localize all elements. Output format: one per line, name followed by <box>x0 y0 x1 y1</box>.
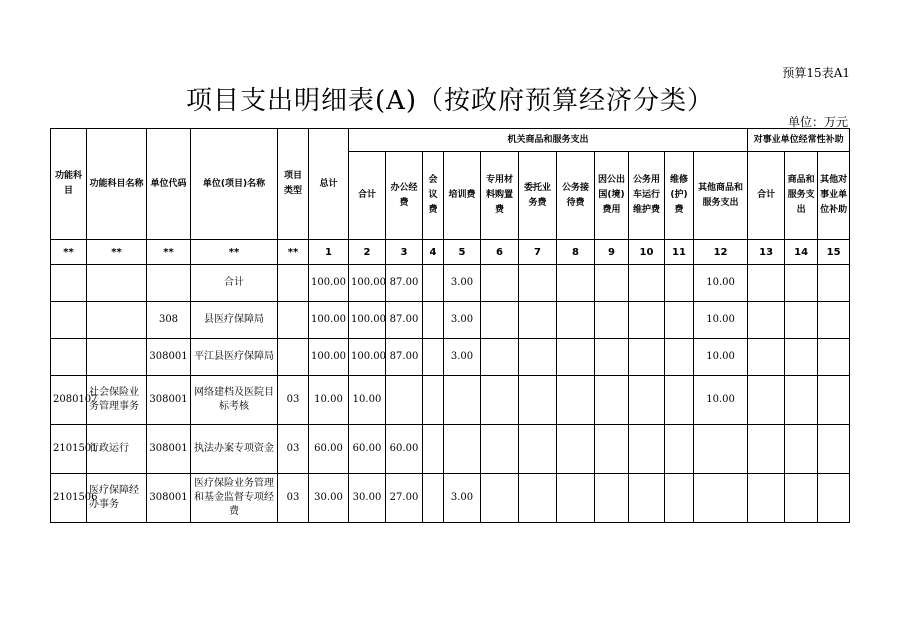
index-cell: ** <box>147 240 191 265</box>
overseas-travel-cell <box>595 265 629 302</box>
other-subsidy-cell <box>818 265 850 302</box>
grand-total-cell: 100.00 <box>309 302 349 339</box>
unit-code-cell <box>147 265 191 302</box>
official-reception-cell <box>557 425 595 474</box>
project-type-cell: 03 <box>278 474 309 523</box>
subtotal-cell: 100.00 <box>349 339 386 376</box>
overseas-travel-cell <box>595 376 629 425</box>
index-cell: 14 <box>785 240 818 265</box>
other-goods-services-cell: 10.00 <box>694 376 748 425</box>
repair-fee-cell <box>665 302 694 339</box>
special-materials-cell <box>481 302 519 339</box>
repair-fee-cell <box>665 474 694 523</box>
overseas-travel-cell <box>595 302 629 339</box>
training-fee-cell: 3.00 <box>444 474 481 523</box>
official-reception-cell <box>557 474 595 523</box>
index-cell: 13 <box>748 240 785 265</box>
unit-project-name-cell: 合计 <box>191 265 278 302</box>
index-cell: 7 <box>519 240 557 265</box>
training-fee-cell: 3.00 <box>444 302 481 339</box>
subtotal-cell: 60.00 <box>349 425 386 474</box>
vehicle-maintenance-cell <box>629 474 665 523</box>
group-header-public-institution-subsidy: 对事业单位经常性补助 <box>748 129 850 152</box>
grand-total-cell: 10.00 <box>309 376 349 425</box>
subsidy-goods-services-cell <box>785 265 818 302</box>
vehicle-maintenance-cell <box>629 302 665 339</box>
commissioned-services-cell <box>519 474 557 523</box>
subtotal-cell: 10.00 <box>349 376 386 425</box>
unit-label: 单位：万元 <box>787 115 848 129</box>
index-cell: 10 <box>629 240 665 265</box>
repair-fee-cell <box>665 339 694 376</box>
col-header-special-materials: 专用材料购置费 <box>481 152 519 240</box>
subsidy-goods-services-cell <box>785 339 818 376</box>
table-row <box>51 265 850 302</box>
project-type-cell <box>278 265 309 302</box>
unit-project-name-cell: 医疗保险业务管理和基金监督专项经费 <box>191 474 278 523</box>
table-row <box>51 425 850 474</box>
unit-project-name-cell: 县医疗保障局 <box>191 302 278 339</box>
function-code-cell: 2080107 <box>51 376 87 425</box>
office-expense-cell: 87.00 <box>386 339 423 376</box>
unit-code-cell: 308001 <box>147 474 191 523</box>
training-fee-cell: 3.00 <box>444 265 481 302</box>
subsidy-goods-services-cell <box>785 376 818 425</box>
project-type-cell <box>278 302 309 339</box>
special-materials-cell <box>481 474 519 523</box>
index-cell: 3 <box>386 240 423 265</box>
col-header-official-reception: 公务接待费 <box>557 152 595 240</box>
project-type-cell <box>278 339 309 376</box>
office-expense-cell: 27.00 <box>386 474 423 523</box>
other-goods-services-cell: 10.00 <box>694 265 748 302</box>
commissioned-services-cell <box>519 302 557 339</box>
meeting-fee-cell <box>423 425 444 474</box>
index-cell: 8 <box>557 240 595 265</box>
index-cell: 2 <box>349 240 386 265</box>
overseas-travel-cell <box>595 339 629 376</box>
col-header-subtotal: 合计 <box>349 152 386 240</box>
col-header-training-fee: 培训费 <box>444 152 481 240</box>
official-reception-cell <box>557 265 595 302</box>
meeting-fee-cell <box>423 376 444 425</box>
function-name-cell <box>87 302 147 339</box>
subtotal-cell: 100.00 <box>349 302 386 339</box>
index-cell: 4 <box>423 240 444 265</box>
function-name-cell: 社会保险业务管理事务 <box>87 376 147 425</box>
unit-project-name-cell: 平江县医疗保障局 <box>191 339 278 376</box>
subsidy-subtotal-cell <box>748 376 785 425</box>
subtotal-cell: 100.00 <box>349 265 386 302</box>
unit-project-name-cell: 执法办案专项资金 <box>191 425 278 474</box>
index-cell: 6 <box>481 240 519 265</box>
vehicle-maintenance-cell <box>629 376 665 425</box>
grand-total-cell: 30.00 <box>309 474 349 523</box>
repair-fee-cell <box>665 376 694 425</box>
meeting-fee-cell <box>423 339 444 376</box>
commissioned-services-cell <box>519 265 557 302</box>
unit-project-name-cell: 网络建档及医院目标考核 <box>191 376 278 425</box>
index-cell: 15 <box>818 240 850 265</box>
grand-total-cell: 100.00 <box>309 339 349 376</box>
col-header-meeting-fee: 会议费 <box>423 152 444 240</box>
subtotal-cell: 30.00 <box>349 474 386 523</box>
vehicle-maintenance-cell <box>629 339 665 376</box>
index-cell: 11 <box>665 240 694 265</box>
other-goods-services-cell: 10.00 <box>694 339 748 376</box>
other-subsidy-cell <box>818 339 850 376</box>
col-header-other-goods-services: 其他商品和服务支出 <box>694 152 748 240</box>
project-type-cell: 03 <box>278 376 309 425</box>
function-name-cell <box>87 339 147 376</box>
col-header-subsidy-subtotal: 合计 <box>748 152 785 240</box>
special-materials-cell <box>481 376 519 425</box>
table-row <box>51 302 850 339</box>
overseas-travel-cell <box>595 425 629 474</box>
other-goods-services-cell <box>694 474 748 523</box>
function-name-cell: 行政运行 <box>87 425 147 474</box>
index-cell: 12 <box>694 240 748 265</box>
special-materials-cell <box>481 425 519 474</box>
commissioned-services-cell <box>519 376 557 425</box>
grand-total-cell: 100.00 <box>309 265 349 302</box>
col-header-function-name: 功能科目名称 <box>87 129 147 240</box>
table-row <box>51 474 850 523</box>
official-reception-cell <box>557 302 595 339</box>
unit-code-cell: 308001 <box>147 376 191 425</box>
function-code-cell: 2101501 <box>51 425 87 474</box>
col-header-overseas-travel: 因公出国(境)费用 <box>595 152 629 240</box>
table-body <box>51 265 850 523</box>
meeting-fee-cell <box>423 265 444 302</box>
overseas-travel-cell <box>595 474 629 523</box>
table-row <box>51 376 850 425</box>
col-header-commissioned-services: 委托业务费 <box>519 152 557 240</box>
commissioned-services-cell <box>519 425 557 474</box>
index-cell: ** <box>51 240 87 265</box>
index-cell: 9 <box>595 240 629 265</box>
col-header-vehicle-maintenance: 公务用车运行维护费 <box>629 152 665 240</box>
subsidy-subtotal-cell <box>748 302 785 339</box>
training-fee-cell: 3.00 <box>444 339 481 376</box>
index-cell: ** <box>278 240 309 265</box>
official-reception-cell <box>557 376 595 425</box>
col-header-unit-project-name: 单位(项目)名称 <box>191 129 278 240</box>
index-cell: 5 <box>444 240 481 265</box>
subsidy-subtotal-cell <box>748 425 785 474</box>
table-row <box>51 339 850 376</box>
meeting-fee-cell <box>423 474 444 523</box>
index-cell: ** <box>191 240 278 265</box>
grand-total-cell: 60.00 <box>309 425 349 474</box>
subsidy-subtotal-cell <box>748 265 785 302</box>
function-code-cell <box>51 302 87 339</box>
official-reception-cell <box>557 339 595 376</box>
function-code-cell <box>51 339 87 376</box>
col-header-repair-fee: 维修(护)费 <box>665 152 694 240</box>
vehicle-maintenance-cell <box>629 265 665 302</box>
subsidy-goods-services-cell <box>785 474 818 523</box>
project-type-cell: 03 <box>278 425 309 474</box>
other-subsidy-cell <box>818 376 850 425</box>
training-fee-cell <box>444 425 481 474</box>
function-code-cell: 2101506 <box>51 474 87 523</box>
col-header-project-type: 项目类型 <box>278 129 309 240</box>
col-header-other-subsidy: 其他对事业单位补助 <box>818 152 850 240</box>
office-expense-cell: 60.00 <box>386 425 423 474</box>
page-title: 项目支出明细表(A)（按政府预算经济分类） <box>185 86 715 116</box>
col-header-office-expense: 办公经费 <box>386 152 423 240</box>
col-header-function-code: 功能科目 <box>51 129 87 240</box>
special-materials-cell <box>481 265 519 302</box>
repair-fee-cell <box>665 265 694 302</box>
unit-code-cell: 308 <box>147 302 191 339</box>
subsidy-goods-services-cell <box>785 425 818 474</box>
index-cell: ** <box>87 240 147 265</box>
other-goods-services-cell: 10.00 <box>694 302 748 339</box>
document-code: 预算15表A1 <box>782 66 850 80</box>
meeting-fee-cell <box>423 302 444 339</box>
other-goods-services-cell <box>694 425 748 474</box>
function-name-cell: 医疗保障经办事务 <box>87 474 147 523</box>
other-subsidy-cell <box>818 302 850 339</box>
unit-code-cell: 308001 <box>147 339 191 376</box>
commissioned-services-cell <box>519 339 557 376</box>
index-row <box>51 240 850 265</box>
col-header-unit-code: 单位代码 <box>147 129 191 240</box>
index-cell: 1 <box>309 240 349 265</box>
budget-table <box>50 128 850 523</box>
subsidy-goods-services-cell <box>785 302 818 339</box>
vehicle-maintenance-cell <box>629 425 665 474</box>
other-subsidy-cell <box>818 425 850 474</box>
office-expense-cell <box>386 376 423 425</box>
subsidy-subtotal-cell <box>748 339 785 376</box>
office-expense-cell: 87.00 <box>386 265 423 302</box>
col-header-grand-total: 总计 <box>309 129 349 240</box>
unit-code-cell: 308001 <box>147 425 191 474</box>
repair-fee-cell <box>665 425 694 474</box>
col-header-subsidy-goods-services: 商品和服务支出 <box>785 152 818 240</box>
training-fee-cell <box>444 376 481 425</box>
function-name-cell <box>87 265 147 302</box>
function-code-cell <box>51 265 87 302</box>
group-header-agency-goods-services: 机关商品和服务支出 <box>349 129 748 152</box>
subsidy-subtotal-cell <box>748 474 785 523</box>
other-subsidy-cell <box>818 474 850 523</box>
special-materials-cell <box>481 339 519 376</box>
office-expense-cell: 87.00 <box>386 302 423 339</box>
